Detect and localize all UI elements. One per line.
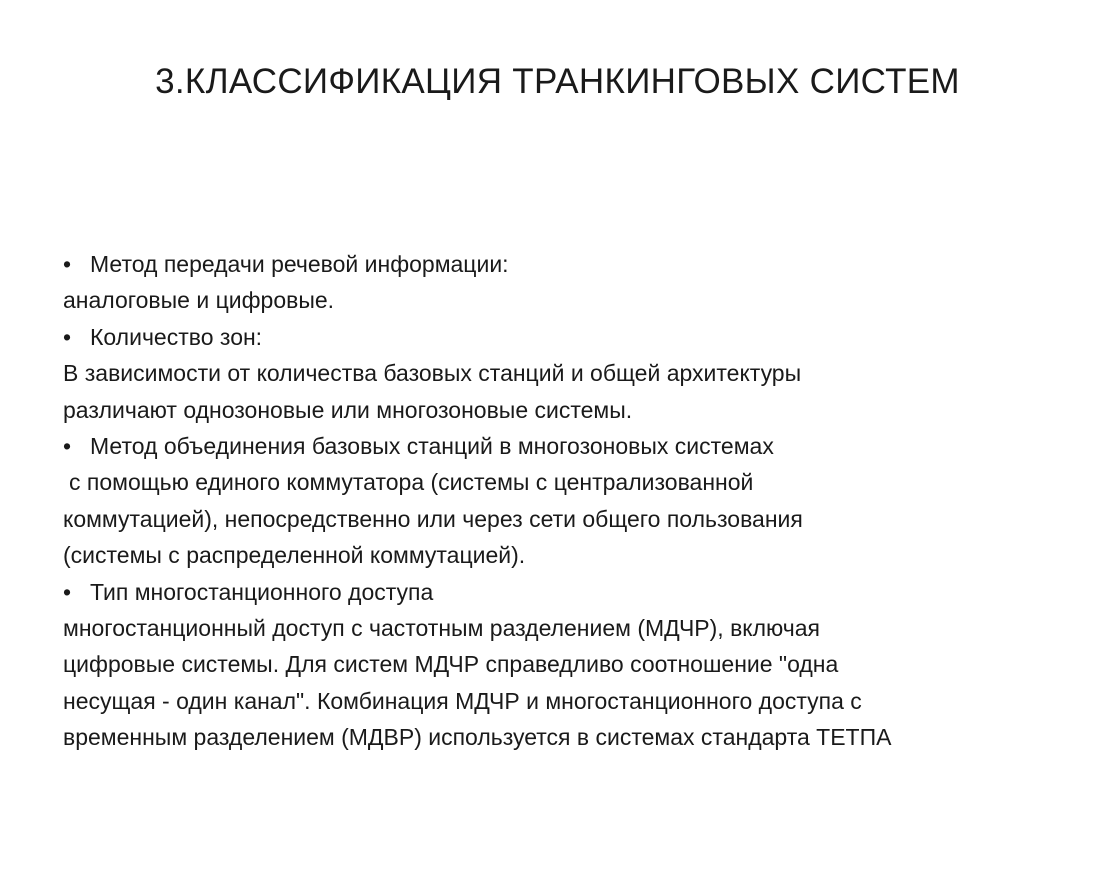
body-text-line: различают однозоновые или многозоновые системы. [63,396,633,423]
body-text-line: временным разделением (МДВР) используется в системах стандарта ТЕТПА [63,724,892,751]
slide-title: 3.КЛАССИФИКАЦИЯ ТРАНКИНГОВЫХ СИСТЕМ [155,62,960,101]
body-text-line: несущая - один канал". Комбинация МДЧР и многостанционного доступа с [63,687,862,714]
bullet-icon: • [63,251,72,277]
bullet-icon: • [63,578,72,605]
bullet-item-zone-count [63,319,1103,355]
bullet-icon: • [63,323,72,350]
body-text-line: аналоговые и цифровые. [63,287,335,314]
bullet-text: Метод передачи речевой информации: [90,251,509,277]
bullet-item-station-combining [63,428,1103,464]
bullet-icon: • [63,433,72,460]
bullet-text: Метод объединения базовых станций в многозоновых системах [90,433,774,460]
bullet-text: Тип многостанционного доступа [90,578,434,605]
body-text-line: многостанционный доступ с частотным разделением (МДЧР), включая [63,615,821,642]
body-text-line: (системы с распределенной коммутацией). [63,542,526,569]
body-text-line: коммутацией), непосредственно или через сети общего пользования [63,505,803,532]
bullet-item-transmission-method [63,246,1103,282]
bullet-item-access-type [63,574,1103,610]
body-text-line: цифровые системы. Для систем МДЧР справедливо соотношение "одна [63,651,839,678]
body-text-line: В зависимости от количества базовых станций и общей архитектуры [63,360,802,387]
body-text-line: с помощью единого коммутатора (системы с централизованной [69,469,754,496]
bullet-text: Количество зон: [90,323,263,350]
slide-body [63,246,1103,756]
